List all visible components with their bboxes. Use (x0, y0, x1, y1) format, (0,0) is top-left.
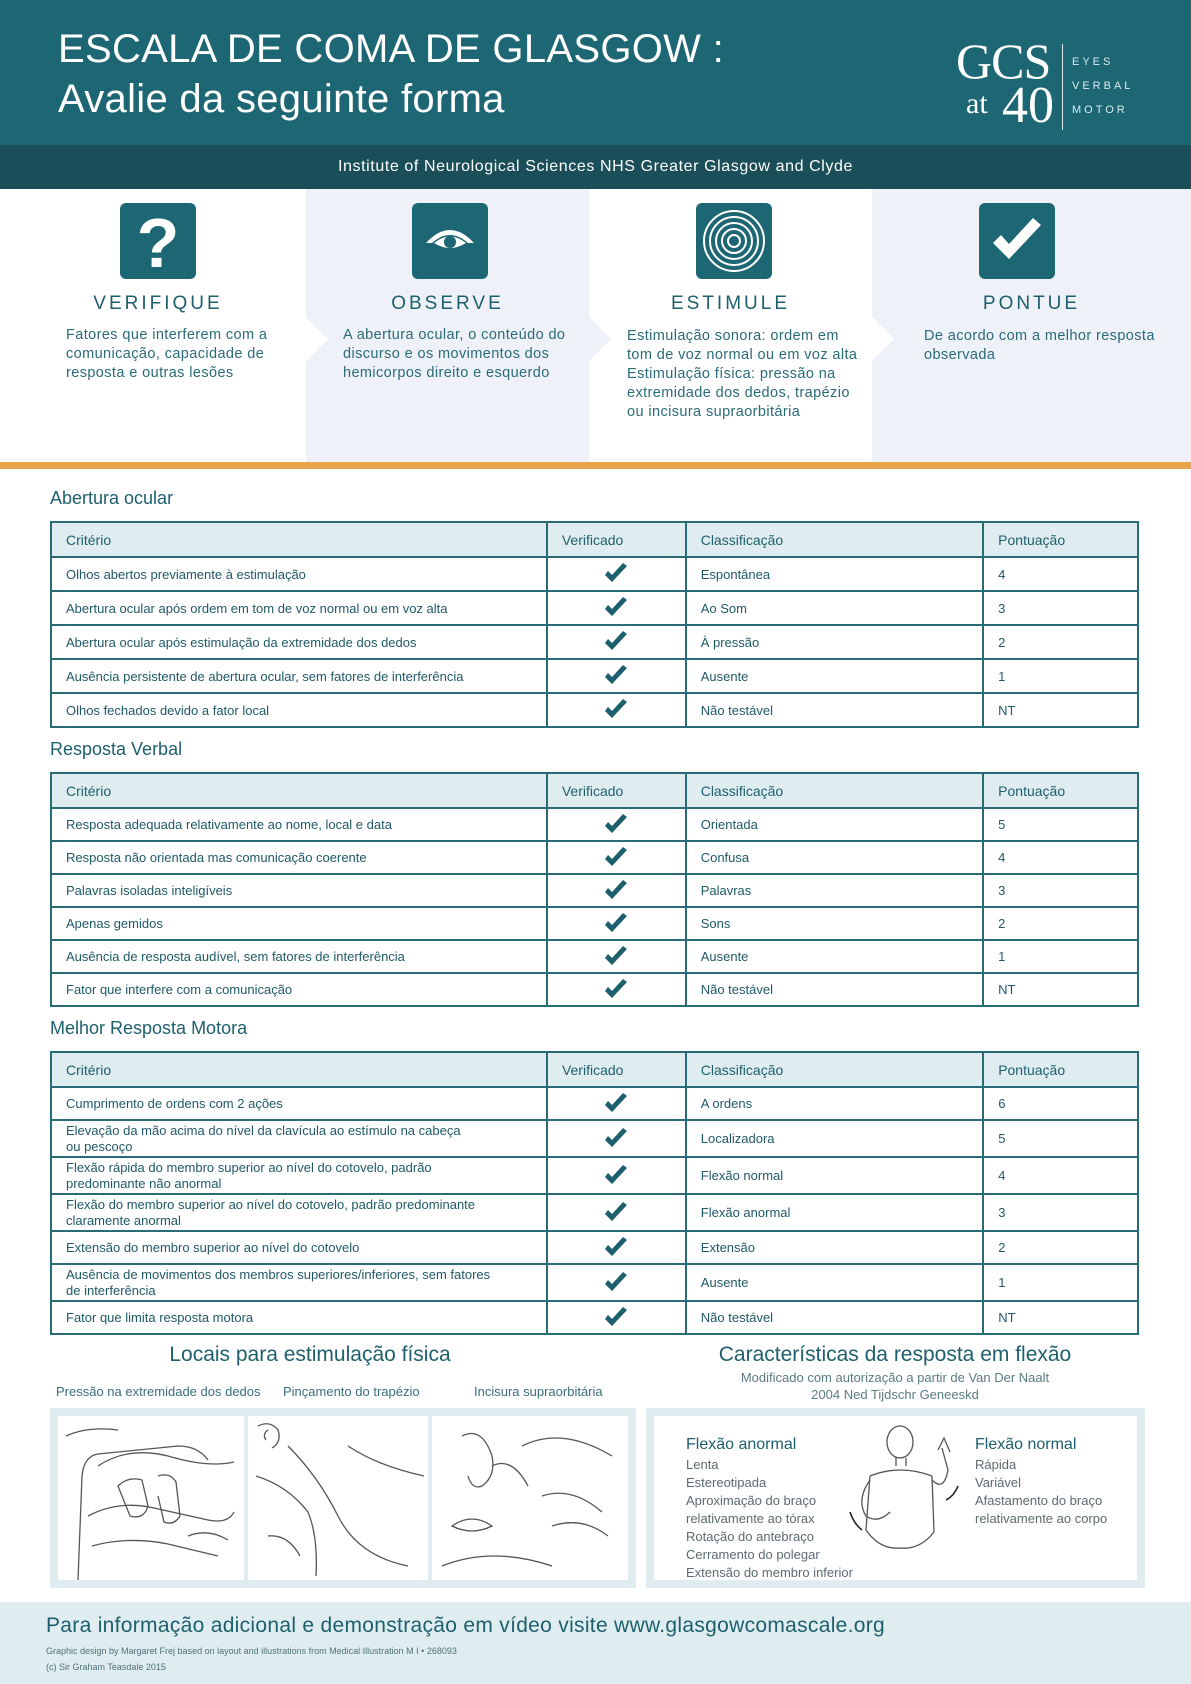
table-row (51, 557, 1138, 591)
question-icon (120, 203, 196, 279)
locais-title: Locais para estimulação física (169, 1343, 451, 1366)
flexao-normal-item: Afastamento do braço (975, 1493, 1103, 1508)
step-observe (306, 189, 589, 462)
flexao-title: Características da resposta em flexão (718, 1343, 1072, 1366)
flexao-panel-inner (654, 1416, 1137, 1580)
flexion-figure-drawing (840, 1420, 970, 1576)
table-row (51, 808, 1138, 841)
table-row (51, 874, 1138, 907)
verificado-cell (547, 1231, 686, 1264)
pontuacao-cell: 5 (983, 808, 1138, 841)
step-arrow (306, 317, 328, 361)
eye-table (50, 521, 1139, 728)
flexao-normal-item: Variável (975, 1475, 1022, 1490)
flexao-panel (646, 1408, 1145, 1588)
checkmark-icon (604, 814, 628, 836)
page-title (58, 24, 724, 124)
verificado-cell (547, 1087, 686, 1120)
flexao-anormal-item: Cerramento do polegar (686, 1547, 820, 1562)
criterio-cell: Apenas gemidos (51, 907, 547, 940)
pontuacao-cell: 4 (983, 557, 1138, 591)
pontuacao-cell: NT (983, 973, 1138, 1006)
institute-bar: Institute of Neurological Sciences NHS Greater Glasgow and Clyde (0, 145, 1191, 189)
pontuacao-cell: 2 (983, 907, 1138, 940)
verificado-cell (547, 625, 686, 659)
pontuacao-cell: 2 (983, 625, 1138, 659)
verificado-cell (547, 693, 686, 727)
flexao-anormal-title: Flexão anormal (686, 1436, 797, 1453)
col-verificado: Verificado (547, 522, 686, 557)
step-text: Estimulação sonora: ordem em tom de voz normal ou em voz alta Estimulação física: pressão na extremidade dos dedos, trapézio ou incisura supraorbitária (627, 328, 858, 420)
table-row (51, 907, 1138, 940)
step-text: Fatores que interferem com a comunicação, capacidade de resposta e outras lesões (66, 327, 268, 381)
flexao-normal-item: Rápida (975, 1457, 1017, 1472)
classificacao-cell: Orientada (686, 808, 983, 841)
verificado-cell (547, 1120, 686, 1157)
trapezius-pinch-drawing (248, 1416, 428, 1580)
checkmark-icon (604, 946, 628, 968)
page-title-line2: Avalie da seguinte forma (58, 77, 505, 121)
checkmark-icon (604, 913, 628, 935)
flexao-normal-item: relativamente ao corpo (975, 1511, 1108, 1526)
pontuacao-cell: 4 (983, 841, 1138, 874)
criterio-cell: Abertura ocular após estimulação da extremidade dos dedos (51, 625, 547, 659)
flexao-anormal-item: relativamente ao tórax (686, 1511, 815, 1526)
criterio-cell: Resposta adequada relativamente ao nome, local e data (51, 808, 547, 841)
table-header-row (51, 1052, 1138, 1087)
trapezius-pinch-illustration (248, 1416, 428, 1580)
target-icon (696, 203, 772, 279)
criterio-cell: Fator que interfere com a comunicação (51, 973, 547, 1006)
checkmark-icon (604, 1272, 628, 1294)
section-title-verbal: Resposta Verbal (50, 739, 183, 759)
checkmark-icon (604, 665, 628, 687)
svg-text:?: ? (136, 204, 180, 279)
logo-word-eyes: EYES (1072, 56, 1114, 68)
verbal-table (50, 772, 1139, 1007)
criterio-cell: Palavras isoladas inteligíveis (51, 874, 547, 907)
step-pontue (872, 189, 1191, 462)
criterio-cell: Resposta não orientada mas comunicação coerente (51, 841, 547, 874)
step-title: VERIFIQUE (93, 293, 223, 314)
classificacao-cell: Sons (686, 907, 983, 940)
accent-divider (0, 462, 1191, 469)
col-classificacao: Classificação (686, 1052, 983, 1087)
assessment-steps (0, 189, 1191, 462)
check-icon (979, 203, 1055, 279)
step-arrow (872, 317, 894, 361)
table-row (51, 1120, 1138, 1157)
verificado-cell (547, 1301, 686, 1334)
classificacao-cell: Ao Som (686, 591, 983, 625)
step-text: De acordo com a melhor resposta observada (924, 328, 1155, 363)
checkmark-icon (604, 979, 628, 1001)
flexao-anormal-item: Lenta (686, 1457, 719, 1472)
criterio-cell: Flexão rápida do membro superior ao nível do cotovelo, padrão predominante não anormal (51, 1157, 547, 1194)
classificacao-cell: Flexão anormal (686, 1194, 983, 1231)
pontuacao-cell: NT (983, 1301, 1138, 1334)
col-criterio: Critério (51, 522, 547, 557)
checkmark-icon (604, 847, 628, 869)
header (0, 0, 1191, 145)
table-row (51, 1194, 1138, 1231)
classificacao-cell: Palavras (686, 874, 983, 907)
classificacao-cell: À pressão (686, 625, 983, 659)
pontuacao-cell: 5 (983, 1120, 1138, 1157)
criterio-cell: Olhos fechados devido a fator local (51, 693, 547, 727)
classificacao-cell: Ausente (686, 659, 983, 693)
locais-illustrations (50, 1408, 636, 1588)
col-verificado: Verificado (547, 1052, 686, 1087)
step-text: A abertura ocular, o conteúdo do discurso e os movimentos dos hemicorpos direito e esquerdo (343, 327, 566, 381)
pontuacao-cell: 1 (983, 940, 1138, 973)
step-title: ESTIMULE (670, 293, 791, 314)
classificacao-cell: Ausente (686, 940, 983, 973)
page-title-line1: ESCALA DE COMA DE GLASGOW : (58, 27, 725, 71)
criterio-cell: Ausência de movimentos dos membros superiores/inferiores, sem fatores de interferência (51, 1264, 547, 1301)
criterio-cell: Ausência de resposta audível, sem fatores de interferência (51, 940, 547, 973)
flexao-subtitle-line1: Modificado com autorização a partir de Van Der Naalt (740, 1370, 1050, 1385)
classificacao-cell: Não testável (686, 973, 983, 1006)
pontuacao-cell: 3 (983, 1194, 1138, 1231)
criterio-cell: Elevação da mão acima do nível da clavícula ao estímulo na cabeça ou pescoço (51, 1120, 547, 1157)
checkmark-icon (604, 1237, 628, 1259)
flexao-normal-title: Flexão normal (975, 1436, 1077, 1453)
checkmark-icon (604, 880, 628, 902)
checkmark-icon (604, 1093, 628, 1115)
logo-forty: 40 (1002, 77, 1054, 134)
motor-table (50, 1051, 1139, 1335)
col-verificado: Verificado (547, 773, 686, 808)
col-pontuacao: Pontuação (983, 773, 1138, 808)
flexao-subtitle-line2: 2004 Ned Tijdschr Geneeskd (811, 1387, 979, 1402)
logo-gcs: GCS (956, 33, 1051, 89)
classificacao-cell: Ausente (686, 1264, 983, 1301)
verificado-cell (547, 907, 686, 940)
section-title-eye: Abertura ocular (50, 488, 174, 508)
pontuacao-cell: 3 (983, 591, 1138, 625)
col-pontuacao: Pontuação (983, 1052, 1138, 1087)
supraorbital-drawing (432, 1416, 628, 1580)
flexion-figure-illustration (840, 1420, 970, 1576)
table-row (51, 841, 1138, 874)
table-header-row (51, 773, 1138, 808)
pontuacao-cell: 6 (983, 1087, 1138, 1120)
flexao-anormal-item: Aproximação do braço (686, 1493, 817, 1508)
criterio-cell: Fator que limita resposta motora (51, 1301, 547, 1334)
flexao-anormal-item: Rotação do antebraço (686, 1529, 814, 1544)
eye-icon (412, 203, 488, 279)
pontuacao-cell: 3 (983, 874, 1138, 907)
gcs-at-40-logo (950, 33, 1150, 136)
pontuacao-cell: NT (983, 693, 1138, 727)
col-pontuacao: Pontuação (983, 522, 1138, 557)
supraorbital-illustration (432, 1416, 628, 1580)
fingertip-pressure-drawing (58, 1416, 244, 1580)
criterio-cell: Olhos abertos previamente à estimulação (51, 557, 547, 591)
classificacao-cell: Flexão normal (686, 1157, 983, 1194)
checkmark-icon (604, 1202, 628, 1224)
criterio-cell: Abertura ocular após ordem em tom de voz normal ou em voz alta (51, 591, 547, 625)
pontuacao-cell: 1 (983, 659, 1138, 693)
table-row (51, 973, 1138, 1006)
checkmark-icon (604, 631, 628, 653)
footer-credit: Graphic design by Margaret Frej based on layout and illustrations from Medical Illustration M I • 268093 (46, 1646, 457, 1656)
logo-word-motor: MOTOR (1072, 104, 1128, 116)
verificado-cell (547, 659, 686, 693)
logo-divider (1062, 44, 1063, 130)
step-title: OBSERVE (391, 293, 504, 314)
pontuacao-cell: 1 (983, 1264, 1138, 1301)
pontuacao-cell: 4 (983, 1157, 1138, 1194)
table-row (51, 1157, 1138, 1194)
locais-label-trapezio: Pinçamento do trapézio (283, 1384, 420, 1399)
col-classificacao: Classificação (686, 522, 983, 557)
classificacao-cell: Espontânea (686, 557, 983, 591)
verificado-cell (547, 808, 686, 841)
verificado-cell (547, 874, 686, 907)
verificado-cell (547, 973, 686, 1006)
criterio-cell: Cumprimento de ordens com 2 ações (51, 1087, 547, 1120)
table-row (51, 1301, 1138, 1334)
locais-label-dedos: Pressão na extremidade dos dedos (56, 1384, 261, 1399)
table-header-row (51, 522, 1138, 557)
table-row (51, 1264, 1138, 1301)
step-estimule (589, 189, 872, 462)
section-title-motor: Melhor Resposta Motora (50, 1018, 248, 1038)
criterio-cell: Ausência persistente de abertura ocular, sem fatores de interferência (51, 659, 547, 693)
pontuacao-cell: 2 (983, 1231, 1138, 1264)
verificado-cell (547, 557, 686, 591)
footer-info-link[interactable]: Para informação adicional e demonstração em vídeo visite www.glasgowcomascale.org (46, 1614, 886, 1637)
col-classificacao: Classificação (686, 773, 983, 808)
checkmark-icon (604, 1165, 628, 1187)
table-row (51, 1087, 1138, 1120)
table-row (51, 693, 1138, 727)
flexao-anormal-item: Extensão do membro inferior (686, 1565, 853, 1580)
verificado-cell (547, 1157, 686, 1194)
checkmark-icon (604, 699, 628, 721)
classificacao-cell: Não testável (686, 1301, 983, 1334)
classificacao-cell: Extensão (686, 1231, 983, 1264)
checkmark-icon (604, 597, 628, 619)
logo-at: at (966, 87, 988, 120)
classificacao-cell: Não testável (686, 693, 983, 727)
table-row (51, 659, 1138, 693)
table-row (51, 591, 1138, 625)
locais-label-supraorbitaria: Incisura supraorbitária (474, 1384, 603, 1399)
col-criterio: Critério (51, 1052, 547, 1087)
verificado-cell (547, 1264, 686, 1301)
checkmark-icon (604, 1128, 628, 1150)
col-criterio: Critério (51, 773, 547, 808)
verificado-cell (547, 591, 686, 625)
step-verifique (0, 189, 306, 462)
table-row (51, 625, 1138, 659)
checkmark-icon (604, 563, 628, 585)
flexao-anormal-item: Estereotipada (686, 1475, 767, 1490)
verificado-cell (547, 841, 686, 874)
footer-copyright: (c) Sir Graham Teasdale 2015 (46, 1662, 166, 1672)
step-arrow (589, 317, 611, 361)
flexao-normal (975, 1436, 1135, 1528)
checkmark-icon (604, 1307, 628, 1329)
criterio-cell: Flexão do membro superior ao nível do cotovelo, padrão predominante claramente anormal (51, 1194, 547, 1231)
fingertip-pressure-illustration (58, 1416, 244, 1580)
step-title: PONTUE (982, 293, 1081, 314)
verificado-cell (547, 940, 686, 973)
classificacao-cell: A ordens (686, 1087, 983, 1120)
logo-word-verbal: VERBAL (1072, 80, 1134, 92)
table-row (51, 1231, 1138, 1264)
flexao-subtitle (700, 1369, 1090, 1403)
footer (0, 1602, 1191, 1684)
table-row (51, 940, 1138, 973)
criterio-cell: Extensão do membro superior ao nível do cotovelo (51, 1231, 547, 1264)
classificacao-cell: Localizadora (686, 1120, 983, 1157)
verificado-cell (547, 1194, 686, 1231)
classificacao-cell: Confusa (686, 841, 983, 874)
